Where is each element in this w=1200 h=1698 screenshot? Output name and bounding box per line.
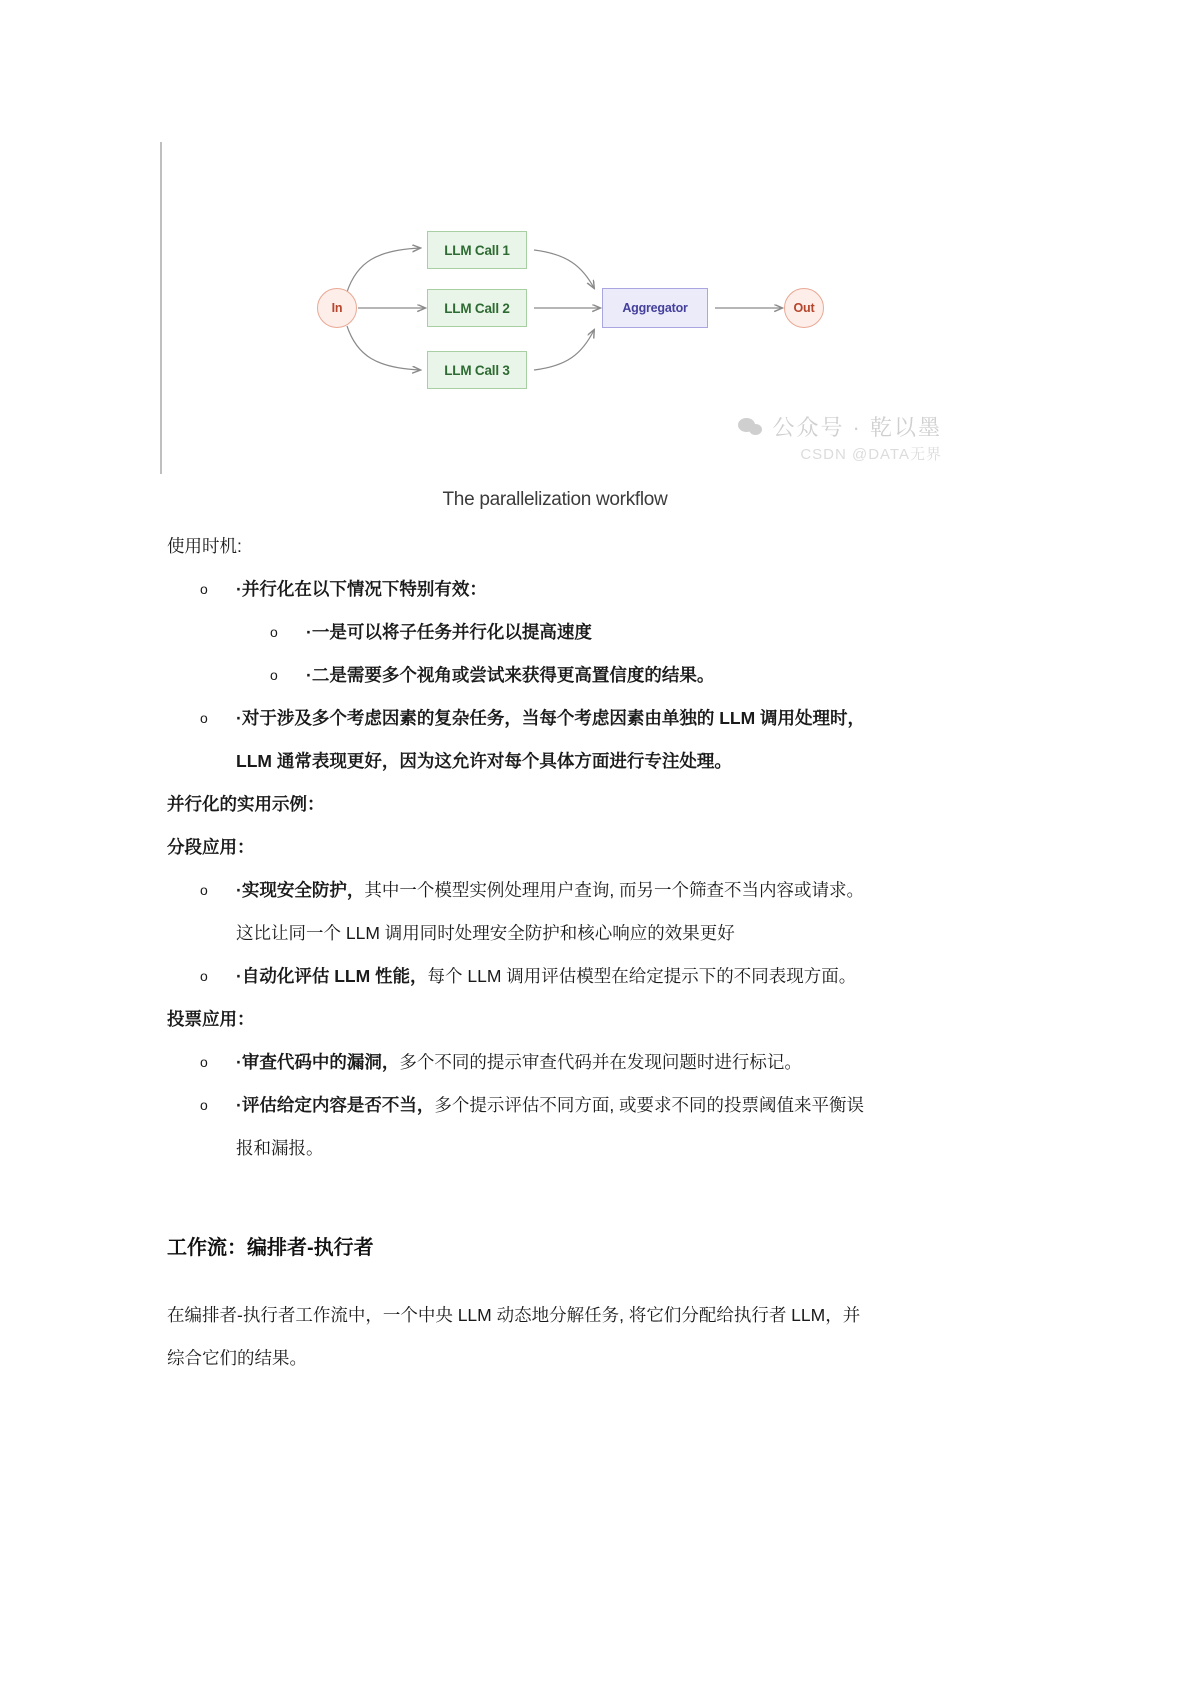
- document-body: [0, 525, 1200, 1380]
- list-item-multiple-perspectives: [270, 654, 960, 697]
- node-llm-call-2: LLM Call 2: [427, 289, 527, 327]
- list-item-parallelization-effective: [200, 568, 960, 611]
- section-voting-title: 投票应用：: [167, 1009, 255, 1029]
- bullet-marker: o: [270, 624, 278, 640]
- list-item-safety-guardrails-line2: 这比让同一个 LLM 调用同时处理安全防护和核心响应的效果更好: [236, 923, 735, 943]
- node-out: Out: [784, 288, 824, 328]
- watermark-line-2: CSDN @DATA无界: [800, 446, 942, 463]
- list-item-rest: 其中一个模型实例处理用户查询, 而另一个筛查不当内容或请求。: [364, 880, 865, 900]
- list-item-evaluate-content-line2: 报和漏报。: [236, 1138, 324, 1158]
- node-in: In: [317, 288, 357, 328]
- list-item-bold-lead: ·审查代码中的漏洞，: [236, 1052, 400, 1072]
- bullet-marker: o: [200, 968, 208, 984]
- list-item-complex-task-line2: LLM 通常表现更好，因为这允许对每个具体方面进行专注处理。: [236, 751, 732, 771]
- section-examples-title: 并行化的实用示例：: [167, 794, 325, 814]
- page-heading-orchestrator-worker: 工作流：编排者-执行者: [167, 1237, 374, 1259]
- list-item-rest: 多个不同的提示审查代码并在发现问题时进行标记。: [399, 1052, 802, 1072]
- list-item-label: [236, 1084, 960, 1127]
- list-item-label: ·一是可以将子任务并行化以提高速度: [306, 622, 592, 642]
- list-item-rest: 每个 LLM 调用评估模型在给定提示下的不同表现方面。: [427, 966, 857, 986]
- parallelization-diagram: [162, 142, 952, 474]
- list-item-rest: 多个提示评估不同方面, 或要求不同的投票阈值来平衡误: [434, 1095, 865, 1115]
- list-item-label: [236, 869, 960, 912]
- list-item-label: [236, 955, 960, 998]
- bullet-marker: o: [200, 1097, 208, 1113]
- list-item-label: ·二是需要多个视角或尝试来获得更高置信度的结果。: [306, 665, 715, 685]
- workflow-paragraph-line1: 在编排者-执行者工作流中，一个中央 LLM 动态地分解任务, 将它们分配给执行者 LLM，并: [167, 1305, 861, 1325]
- node-llm-call-3: LLM Call 3: [427, 351, 527, 389]
- list-item-review-code-vulnerabilities: [200, 1041, 960, 1084]
- list-item-complex-task: [200, 697, 960, 740]
- section-when-to-use-title: 使用时机:: [167, 536, 242, 556]
- list-item-subtask-speed: [270, 611, 960, 654]
- watermark-line-1: [738, 411, 942, 442]
- list-item-safety-guardrails: [200, 869, 960, 912]
- node-llm-call-1: LLM Call 1: [427, 231, 527, 269]
- list-item-automate-eval: [200, 955, 960, 998]
- list-item-evaluate-content: [200, 1084, 960, 1127]
- watermark: [738, 411, 942, 464]
- workflow-paragraph-line2: 综合它们的结果。: [167, 1348, 307, 1368]
- section-sectioning-title: 分段应用：: [167, 837, 255, 857]
- list-item-bold-lead: ·评估给定内容是否不当，: [236, 1095, 435, 1115]
- watermark-account-text: 公众号 · 乾以墨: [772, 415, 942, 440]
- figure-caption: The parallelization workflow: [442, 489, 668, 510]
- bullet-marker: o: [200, 1054, 208, 1070]
- wechat-icon: [738, 417, 764, 437]
- list-item-label: [236, 1041, 960, 1084]
- list-item-label: ·并行化在以下情况下特别有效：: [236, 579, 487, 599]
- bullet-marker: o: [200, 581, 208, 597]
- list-item-label: ·对于涉及多个考虑因素的复杂任务，当每个考虑因素由单独的 LLM 调用处理时，: [236, 708, 866, 728]
- list-item-bold-lead: ·实现安全防护，: [236, 880, 365, 900]
- section-spacer: [0, 1170, 1200, 1228]
- figure-container: [160, 142, 950, 474]
- heading-spacer: [0, 1268, 1200, 1294]
- list-item-bold-lead: ·自动化评估 LLM 性能，: [236, 966, 428, 986]
- node-aggregator: Aggregator: [602, 288, 708, 328]
- bullet-marker: o: [200, 710, 208, 726]
- bullet-marker: o: [200, 882, 208, 898]
- bullet-marker: o: [270, 667, 278, 683]
